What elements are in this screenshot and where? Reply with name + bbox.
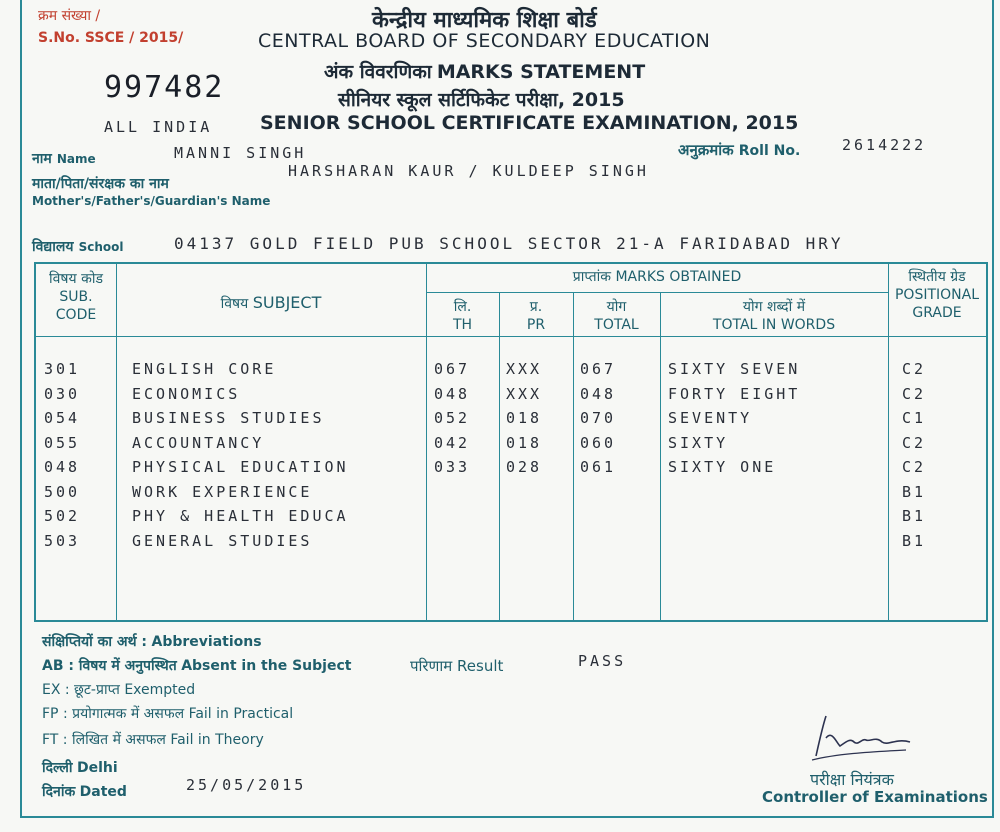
border-right — [992, 0, 994, 818]
issue-date: 25/05/2015 — [186, 776, 307, 794]
school-label-en: School — [78, 240, 124, 254]
col-grade-header — [888, 268, 986, 322]
cell-subject: ENGLISH CORE — [132, 360, 277, 378]
cell-grade: C2 — [902, 433, 927, 452]
cell-th: 052 — [434, 409, 471, 427]
cell-subject: BUSINESS STUDIES — [132, 409, 325, 427]
controller-title-en: Controller of Examinations — [762, 788, 988, 806]
serial-number: 997482 — [104, 70, 225, 105]
col-th-hi: लि. — [453, 299, 472, 315]
result-label — [410, 656, 503, 676]
col-th-header — [426, 298, 499, 334]
cell-code: 301 — [44, 360, 81, 378]
cell-code: 503 — [44, 531, 81, 550]
abbr-ab-hi: AB : विषय में अनुपस्थित — [42, 658, 177, 674]
col-words-header — [660, 298, 888, 334]
parents-label-en: Mother's/Father's/Guardian's Name — [32, 194, 271, 208]
school-name: 04137 GOLD FIELD PUB SCHOOL SECTOR 21-A FARIDABAD HRY — [174, 234, 844, 253]
cell-code: 055 — [44, 433, 81, 452]
cell-pr: 018 — [506, 433, 543, 452]
col-code-en1: SUB. — [59, 289, 93, 305]
cell-pr: 018 — [506, 409, 543, 427]
col-code-hi: विषय कोड — [49, 271, 103, 287]
statement-title — [324, 58, 645, 84]
abbr-ex — [42, 680, 195, 699]
cell-code: 500 — [44, 482, 81, 501]
cell-grade: B1 — [902, 507, 927, 525]
place — [42, 758, 118, 777]
statement-title-hindi: अंक विवरणिका — [324, 61, 432, 83]
cell-th: 042 — [434, 433, 471, 452]
candidate-name: MANNI SINGH — [174, 144, 307, 162]
place-en: Delhi — [76, 760, 118, 776]
board-name: CENTRAL BOARD OF SECONDARY EDUCATION — [258, 30, 711, 52]
cell-total: 061 — [580, 458, 617, 476]
abbr-ft-en: Fail in Theory — [170, 732, 264, 748]
roll-label — [678, 140, 800, 160]
col-grade-en1: POSITIONAL — [894, 287, 980, 303]
cell-th: 048 — [434, 384, 471, 403]
abbr-ex-en: Exempted — [124, 682, 196, 698]
cell-words: SIXTY — [668, 433, 729, 452]
statement-title-en: MARKS STATEMENT — [436, 61, 646, 83]
result-value: PASS — [578, 652, 627, 670]
parents-name: HARSHARAN KAUR / KULDEEP SINGH — [288, 162, 649, 180]
cell-pr: 028 — [506, 458, 543, 476]
cell-subject: PHYSICAL EDUCATION — [132, 458, 349, 476]
col-words-en: TOTAL IN WORDS — [712, 317, 836, 333]
col-th-en: TH — [452, 317, 473, 333]
place-hi: दिल्ली — [42, 760, 73, 776]
cell-th: 067 — [434, 360, 471, 378]
cell-code: 502 — [44, 507, 81, 525]
cell-grade: B1 — [902, 482, 927, 501]
dated-label — [42, 782, 127, 801]
exam-title: SENIOR SCHOOL CERTIFICATE EXAMINATION, 2015 — [260, 112, 799, 134]
result-label-hi: परिणाम — [410, 657, 453, 675]
abbr-ab — [42, 656, 351, 675]
exam-title-hindi: सीनियर स्कूल सर्टिफिकेट परीक्षा, 2015 — [338, 89, 625, 111]
abbr-title — [42, 632, 262, 651]
name-label — [32, 148, 96, 168]
abbr-ab-en: Absent in the Subject — [181, 658, 352, 674]
cell-words: FORTY EIGHT — [668, 384, 801, 403]
col-pr-header — [499, 298, 573, 334]
name-label-en: Name — [56, 152, 96, 166]
col-marks-header — [426, 268, 888, 286]
board-name-hindi: केन्द्रीय माध्यमिक शिक्षा बोर्ड — [372, 8, 597, 33]
school-label — [32, 236, 123, 256]
abbr-title-hi: संक्षिप्तियों का अर्थ : — [42, 634, 148, 650]
cell-grade: C1 — [902, 409, 927, 427]
cell-grade: B1 — [902, 531, 927, 550]
cell-grade: C2 — [902, 458, 927, 476]
cell-code: 030 — [44, 384, 81, 403]
result-label-en: Result — [457, 657, 504, 675]
dated-hi: दिनांक — [42, 784, 76, 800]
abbr-fp-en: Fail in Practical — [188, 706, 294, 722]
cell-total: 060 — [580, 433, 617, 452]
cell-words: SIXTY SEVEN — [668, 360, 801, 378]
border-left — [20, 0, 22, 818]
controller-title-hi: परीक्षा नियंत्रक — [810, 770, 894, 789]
cell-grade: C2 — [902, 360, 927, 378]
cell-subject: PHY & HEALTH EDUCA — [132, 507, 349, 525]
col-code-en2: CODE — [55, 307, 97, 323]
dated-en: Dated — [79, 784, 127, 800]
col-pr-hi: प्र. — [529, 299, 543, 315]
cell-words: SIXTY ONE — [668, 458, 777, 476]
abbr-title-en: Abbreviations — [151, 634, 262, 650]
cell-total: 048 — [580, 384, 617, 403]
cell-total: 067 — [580, 360, 617, 378]
cell-pr: XXX — [506, 360, 543, 378]
cell-th: 033 — [434, 458, 471, 476]
cell-code: 048 — [44, 458, 81, 476]
cell-subject: ECONOMICS — [132, 384, 241, 403]
cell-pr: XXX — [506, 384, 543, 403]
col-total-hi: योग — [606, 299, 627, 315]
serial-label-hi: क्रम संख्या / — [38, 8, 101, 24]
marks-table — [34, 262, 988, 622]
cell-total: 070 — [580, 409, 617, 427]
roll-label-hi: अनुक्रमांक — [678, 141, 734, 159]
school-label-hi: विद्यालय — [32, 239, 74, 255]
abbr-ex-hi: EX : छूट-प्राप्त — [42, 682, 120, 698]
roll-label-en: Roll No. — [738, 143, 801, 159]
cell-subject: WORK EXPERIENCE — [132, 482, 313, 501]
col-pr-en: PR — [526, 317, 546, 333]
roll-number: 2614222 — [842, 136, 927, 154]
controller-signature — [806, 708, 916, 768]
abbr-fp-hi: FP : प्रयोगात्मक में असफल — [42, 706, 185, 722]
abbr-fp — [42, 704, 293, 723]
col-marks-en: MARKS OBTAINED — [615, 269, 742, 285]
col-total-header — [573, 298, 660, 334]
cell-subject: GENERAL STUDIES — [132, 531, 313, 550]
cell-subject: ACCOUNTANCY — [132, 433, 265, 452]
col-grade-hi: स्थितीय ग्रेड — [908, 269, 966, 285]
col-marks-hi: प्राप्तांक — [572, 269, 611, 285]
name-label-hi: नाम — [32, 151, 52, 167]
col-words-hi: योग शब्दों में — [742, 299, 806, 315]
border-bottom — [20, 816, 994, 818]
exam-scope: ALL INDIA — [104, 118, 213, 136]
col-subject-hi: विषय — [220, 296, 249, 312]
abbr-ft-hi: FT : लिखित में असफल — [42, 732, 166, 748]
parents-label-hi: माता/पिता/संरक्षक का नाम — [32, 176, 169, 192]
cell-grade: C2 — [902, 384, 927, 403]
col-grade-en2: GRADE — [912, 305, 962, 321]
abbr-ft — [42, 730, 264, 749]
cell-words: SEVENTY — [668, 409, 753, 427]
col-subject-en: SUBJECT — [252, 293, 322, 312]
serial-label-en: S.No. SSCE / 2015/ — [38, 30, 184, 46]
col-code-header — [36, 270, 116, 324]
cell-code: 054 — [44, 409, 81, 427]
col-subject-header — [116, 294, 426, 313]
col-total-en: TOTAL — [594, 317, 639, 333]
